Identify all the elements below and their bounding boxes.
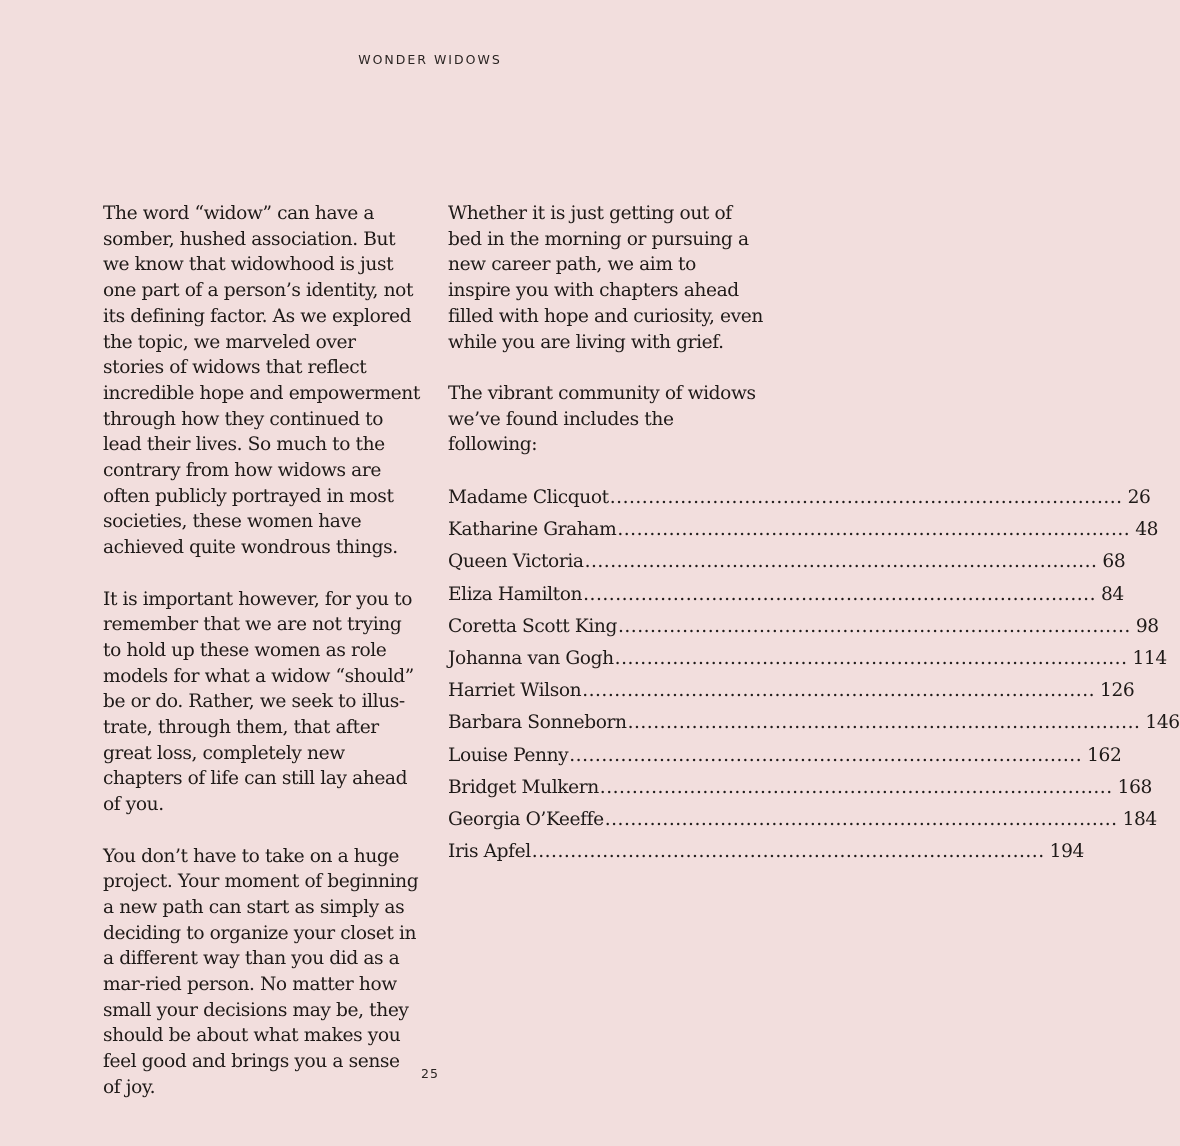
contents-entry [448,775,1152,807]
entry-page: 84 [1100,583,1124,605]
entry-page: 162 [1087,744,1122,766]
body-paragraph: The vibrant community of widows we’ve found includes the following: [448,382,756,456]
dot-leader: ................................................................................ [531,841,1045,863]
right-column [448,201,1180,871]
body-paragraph: Whether it is just getting out of bed in the morning or pursuing a new career path, we aim to inspire you with chapters ahead filled with hope and curiosity, even while you are living with grief. [448,203,763,353]
entry-page: 68 [1102,551,1126,573]
dot-leader: ................................................................................ [614,647,1128,669]
body-paragraph: It is important however, for you to remember that we are not trying to hold up these women as role models for what a widow “should” be or do. Rather, we seek to illus-trate, through them, that after great loss, completely new chapters of life can still lay ahead of you. [103,588,414,816]
dot-leader: ................................................................................ [604,808,1118,830]
entry-name: Harriet Wilson [448,680,582,702]
contents-entry [448,839,1084,871]
entry-name: Bridget Mulkern [448,776,599,798]
entry-page: 48 [1135,519,1159,541]
contents-entry [448,517,1159,549]
body-paragraph: The word “widow” can have a somber, hushed association. But we know that widowhood is just one part of a person’s identity, not its defining factor. As we explored the topic, we marveled over stories of widows that reflect incredible hope and empowerment through how they continued to lead their lives. So much to the contrary from how widows are often publicly portrayed in most societies, these women have achieved quite wondrous things. [103,203,420,559]
entry-name: Queen Victoria [448,551,584,573]
entry-name: Katharine Graham [448,519,617,541]
entry-page: 194 [1049,841,1084,863]
contents-entry [448,678,1135,710]
dot-leader: ................................................................................ [582,680,1096,702]
page-number: 25 [421,1066,439,1081]
contents-entry [448,582,1124,614]
dot-leader: ................................................................................ [609,487,1123,509]
body-paragraph: You don’t have to take on a huge project. Your moment of beginning a new path can start as simply as deciding to organize your closet in a different way than you did as a mar-ried person. No matter how small your decisions may be, they should be about what makes you feel good and brings you a sense of joy. [103,845,419,1098]
dot-leader: ................................................................................ [627,712,1141,734]
dot-leader: ................................................................................ [599,776,1113,798]
entry-name: Eliza Hamilton [448,583,583,605]
contents-entry [448,710,1180,742]
contents-entry [448,485,1151,517]
dot-leader: ................................................................................ [617,615,1131,637]
running-head: WONDER WIDOWS [358,52,502,67]
entry-name: Madame Clicquot [448,487,609,509]
entry-page: 146 [1145,712,1180,734]
contents-entry [448,807,1157,839]
entry-page: 26 [1127,487,1151,509]
entry-name: Coretta Scott King [448,615,617,637]
entry-page: 126 [1100,680,1135,702]
dot-leader: ................................................................................ [583,583,1096,605]
entry-page: 168 [1117,776,1152,798]
entry-page: 114 [1132,647,1167,669]
entry-name: Barbara Sonneborn [448,712,627,734]
dot-leader: ................................................................................ [617,519,1131,541]
contents-entry [448,743,1122,775]
contents-entry [448,646,1167,678]
entry-page: 184 [1122,808,1157,830]
entry-page: 98 [1135,615,1159,637]
left-column [103,201,421,1126]
contents-entry [448,549,1126,581]
entry-name: Georgia O’Keeffe [448,808,604,830]
dot-leader: ................................................................................ [584,551,1098,573]
entry-name: Louise Penny [448,744,569,766]
contents-list [448,485,1180,871]
entry-name: Iris Apfel [448,841,531,863]
entry-name: Johanna van Gogh [448,647,614,669]
contents-entry [448,614,1159,646]
dot-leader: ................................................................................ [569,744,1083,766]
